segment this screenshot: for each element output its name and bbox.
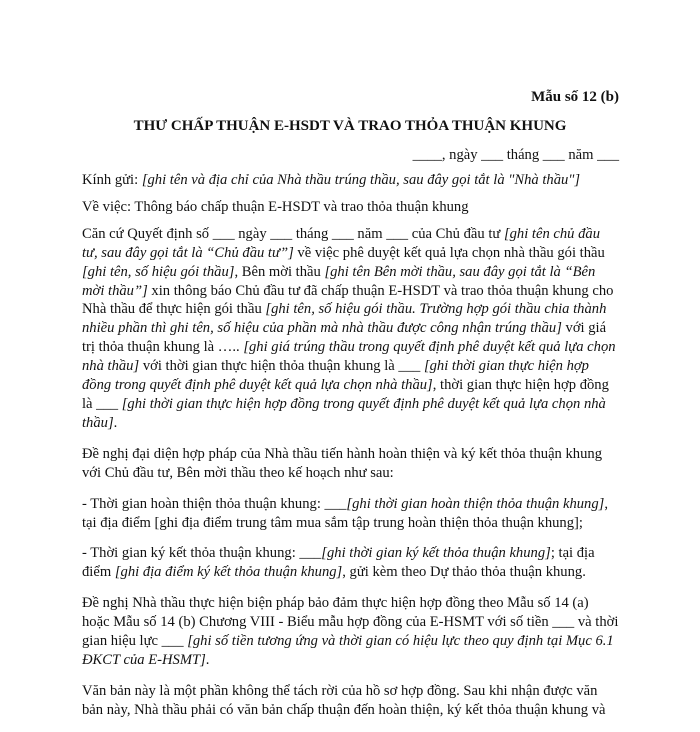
para3-text-2: . [205,651,210,668]
bullet-completion-time [82,495,619,533]
para1-italic-6: [ghi thời gian thực hiện hợp đồng trong quyết định phê duyệt kết quả lựa chọn nhà thầu] [82,358,589,394]
recipient-value: [ghi tên và địa chỉ của Nhà thầu trúng thầu, sau đây gọi tắt là "Nhà thầu"] [141,172,581,188]
bullet2-italic-2: [ghi địa điểm ký kết thỏa thuận khung] [114,564,343,581]
bullet2-text-2: ; tại địa điểm [82,545,595,581]
recipient-label: Kính gửi: [82,172,142,188]
para1-italic-3: [ghi tên Bên mời thầu, sau đây gọi tắt là “Bên mời thầu”] [82,263,596,299]
para1-italic-4: [ghi tên, số hiệu gói thầu. Trường hợp gói thầu chia thành nhiều phần thì ghi tên, số hiệu của phần mà nhà thầu được công nhận trúng thầu] [82,301,607,337]
paragraph-performance-security [82,594,619,670]
para1-text-7: , thời gian thực hiện hợp đồng là ___ [82,377,609,412]
recipient-line [82,171,619,190]
form-number: Mẫu số 12 (b) [531,89,619,105]
letter-body [82,171,619,732]
bullet1-text-2: , tại địa điểm [ghi địa điểm trung tâm mua sắm tập trung hoàn thiện thỏa thuận khung]; [82,495,608,531]
para3-text-1: Đề nghị Nhà thầu thực hiện biện pháp bảo đảm thực hiện hợp đồng theo Mẫu số 14 (a) hoặc Mẫu số 14 (b) Chương VIII - Biểu mẫu hợp đồng của E-HSMT với số tiền ___ và thời gian hiệu lực ___ [82,595,619,650]
para1-italic-2: [ghi tên, số hiệu gói thầu] [82,263,235,280]
document-title: THƯ CHẤP THUẬN E-HSDT VÀ TRAO THỎA THUẬN KHUNG [133,118,567,134]
paragraph-decision [82,225,619,433]
para1-text-4: xin thông báo Chủ đầu tư đã chấp thuận E-HSDT và trao thỏa thuận khung cho Nhà thầu để thực hiện gói thầu [82,282,614,318]
bullet2-text-3: , gửi kèm theo Dự thảo thỏa thuận khung. [342,564,586,581]
para1-text-3: , Bên mời thầu [234,263,325,280]
para1-text-1: Căn cứ Quyết định số ___ ngày ___ tháng ___ năm ___ của Chủ đầu tư [82,225,504,242]
para1-italic-7: [ghi thời gian thực hiện hợp đồng trong quyết định phê duyệt kết quả lựa chọn nhà thầu] [82,395,606,431]
para1-text-2: về việc phê duyệt kết quả lựa chọn nhà thầu gói thầu [293,244,605,261]
paragraph-contract-part: Văn bản này là một phần không thể tách rời của hồ sơ hợp đồng. Sau khi nhận được văn bản này, Nhà thầu phải có văn bản chấp thuận đến hoàn thiện, ký kết thỏa thuận khung và [82,682,606,718]
subject-line: Về việc: Thông báo chấp thuận E-HSDT và trao thỏa thuận khung [82,198,469,215]
para3-italic-1: [ghi số tiền tương ứng và thời gian có hiệu lực theo quy định tại Mục 6.1 ĐKCT của E-HSMT] [82,633,614,668]
para1-italic-1: [ghi tên chủ đầu tư, sau đây gọi tắt là “Chủ đầu tư”] [82,225,601,261]
bullet1-italic-1: [ghi thời gian hoàn thiện thỏa thuận khung] [346,495,605,512]
bullet1-text-1: - Thời gian hoàn thiện thỏa thuận khung: ___ [82,495,347,512]
para1-text-5: với giá trị thỏa thuận khung là ….. [82,320,607,356]
para1-text-6: với thời gian thực hiện thỏa thuận khung là ___ [139,358,424,375]
bullet2-italic-1: [ghi thời gian ký kết thỏa thuận khung] [321,545,551,562]
para1-italic-5: [ghi giá trúng thầu trong quyết định phê duyệt kết quả lựa chọn nhà thầu] [82,339,616,375]
paragraph-request: Đề nghị đại diện hợp pháp của Nhà thầu tiến hành hoàn thiện và ký kết thỏa thuận khung với Chủ đầu tư, Bên mời thầu theo kế hoạch như sau: [82,445,602,481]
para1-text-8: . [113,414,118,431]
bullet2-text-1: - Thời gian ký kết thỏa thuận khung: ___ [82,545,322,562]
date-line: ____, ngày ___ tháng ___ năm ___ [412,147,619,163]
bullet-signing-time [82,544,619,582]
